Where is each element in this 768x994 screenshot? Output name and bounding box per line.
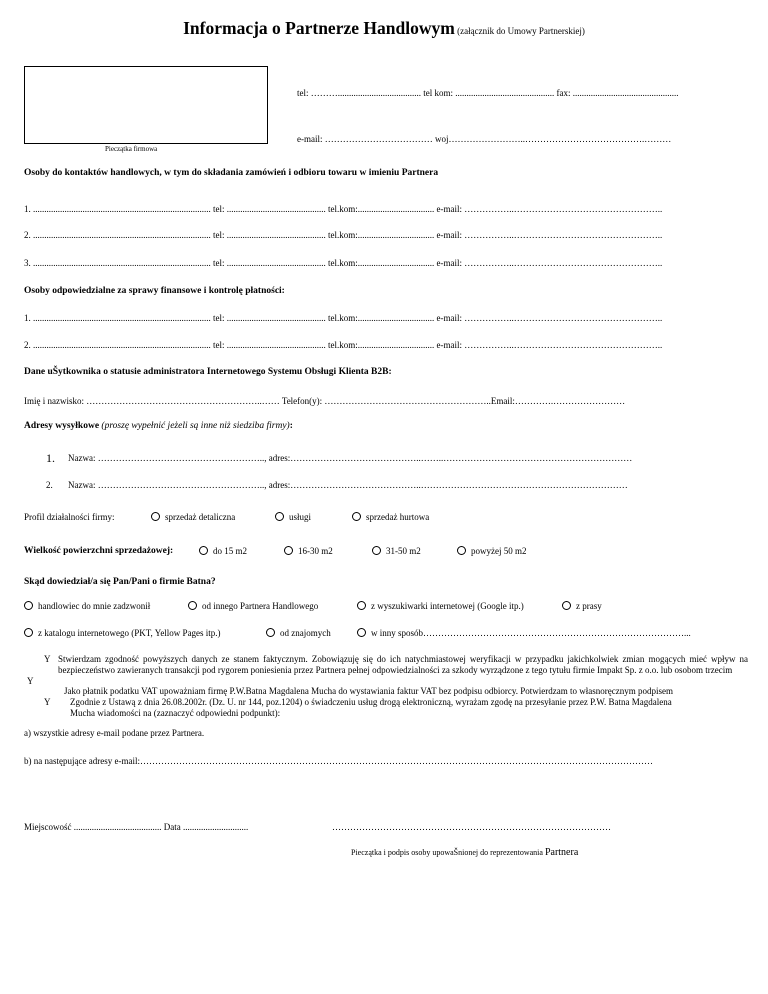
radio-icon[interactable]: [151, 512, 160, 521]
radio-icon[interactable]: [188, 601, 197, 610]
radio-icon[interactable]: [372, 546, 381, 555]
title-note: (załącznik do Umowy Partnerskiej): [457, 26, 585, 36]
radio-icon[interactable]: [284, 546, 293, 555]
signature-partner: Partnera: [544, 847, 579, 858]
radio-icon[interactable]: [562, 601, 571, 610]
source-option-1[interactable]: [24, 601, 150, 611]
shipping-num-1: 1.: [46, 451, 55, 465]
radio-icon[interactable]: [24, 628, 33, 637]
shipping-heading: [24, 421, 293, 431]
shipping-num-2: 2.: [46, 480, 53, 490]
source-option-5[interactable]: [24, 628, 221, 638]
area-option-4[interactable]: [457, 546, 527, 556]
area-option-3[interactable]: [372, 546, 421, 556]
area-option-label: powyżej 50 m2: [471, 546, 527, 556]
trade-contact-row-3[interactable]: 3. ............................................................................... tel: ............................................ tel.kom:.................................. e-mail: ……………..…………………………………………..: [24, 258, 663, 268]
source-option-6[interactable]: [266, 628, 331, 638]
area-label: Wielkość powierzchni sprzedażowej:: [24, 546, 174, 556]
radio-icon[interactable]: [357, 628, 366, 637]
phone-fax-line[interactable]: tel: ………..................................... tel kom: ............................................ fax: ...............................................: [297, 88, 679, 98]
source-option-label: z katalogu internetowego (PKT, Yellow Pages itp.): [38, 628, 221, 638]
source-option-label: w inny sposób……………………………………………………………………………...: [371, 628, 691, 638]
profile-label: Profil działalności firmy:: [24, 512, 115, 522]
source-option-label: handlowiec do mnie zadzwonił: [38, 601, 151, 611]
source-option-2[interactable]: [188, 601, 318, 611]
title-main: Informacja o Partnerze Handlowym: [183, 18, 455, 38]
radio-icon[interactable]: [352, 512, 361, 521]
radio-icon[interactable]: [357, 601, 366, 610]
source-option-label: od znajomych: [280, 628, 331, 638]
radio-icon[interactable]: [457, 546, 466, 555]
email-region-line[interactable]: e-mail: ……………………………… woj……………………..………………………………….………: [297, 134, 672, 144]
area-option-1[interactable]: [199, 546, 247, 556]
stamp-label: Pieczątka firmowa: [105, 145, 158, 153]
finance-contact-row-1[interactable]: 1. ............................................................................... tel: ............................................ tel.kom:.................................. e-mail: ……………..…………………………………………..: [24, 313, 663, 323]
declaration-bullet-2[interactable]: Y: [27, 676, 34, 686]
profile-option-label: sprzedaż hurtowa: [366, 512, 430, 522]
profile-option-retail[interactable]: [151, 512, 235, 522]
shipping-label: Adresy wysyłkowe: [24, 421, 100, 431]
admin-heading: Dane uŠytkownika o statusie administratora Internetowego Systemu Obsługi Klienta B2B:: [24, 367, 392, 377]
stamp-box[interactable]: [24, 66, 268, 144]
radio-icon[interactable]: [266, 628, 275, 637]
area-option-label: 16-30 m2: [298, 546, 333, 556]
shipping-row-2[interactable]: Nazwa: ……………………………………………….., adres:……………………………………..……………………………………………………………: [68, 480, 628, 490]
source-question: Skąd dowiedział/a się Pan/Pani o firmie Batna?: [24, 577, 216, 587]
source-option-label: z prasy: [576, 601, 602, 611]
shipping-note: (proszę wypełnić jeżeli są inne niż siedziba firmy): [101, 421, 290, 431]
declaration-text-3: Zgodnie z Ustawą z dnia 26.08.2002r. (Dz. U. nr 144, poz.1204) o świadczeniu usług drogą elektroniczną, wyrażam zgodę na przesyłanie przez P.W. Batna Magdalena Mucha wiadomości na (zaznaczyć odpowiedni podpunkt):: [70, 697, 672, 718]
source-option-label: od innego Partnera Handlowego: [202, 601, 319, 611]
source-option-label: z wyszukiwarki internetowej (Google itp.): [371, 601, 524, 611]
email-option-a[interactable]: a) wszystkie adresy e-mail podane przez Partnera.: [24, 728, 205, 738]
source-option-4[interactable]: [562, 601, 602, 611]
trade-contact-row-2[interactable]: 2. ............................................................................... tel: ............................................ tel.kom:.................................. e-mail: ……………..…………………………………………..: [24, 230, 663, 240]
source-option-7[interactable]: [357, 628, 691, 638]
profile-option-label: sprzedaż detaliczna: [165, 512, 236, 522]
declaration-bullet-1[interactable]: Y: [44, 654, 51, 664]
profile-option-wholesale[interactable]: [352, 512, 429, 522]
trade-contact-row-1[interactable]: 1. ............................................................................... tel: ............................................ tel.kom:.................................. e-mail: ……………..…………………………………………..: [24, 204, 663, 214]
source-option-3[interactable]: [357, 601, 524, 611]
finance-contact-row-2[interactable]: 2. ............................................................................... tel: ............................................ tel.kom:.................................. e-mail: ……………..…………………………………………..: [24, 340, 663, 350]
declaration-text-2: Jako płatnik podatku VAT upoważniam firmę P.W.Batna Magdalena Mucha do wystawiania faktur VAT bez podpisu odbiorcy. Potwierdzam to własnoręcznym podpisem: [64, 686, 673, 696]
signature-line[interactable]: …………………………………………………………………………………: [332, 822, 611, 832]
radio-icon[interactable]: [275, 512, 284, 521]
profile-option-services[interactable]: [275, 512, 311, 522]
signature-label: [351, 847, 578, 858]
shipping-row-1[interactable]: Nazwa: ……………………………………………….., adres:……………………………………..……..………………………………………………………: [68, 453, 633, 463]
profile-option-label: usługi: [289, 512, 312, 522]
email-option-b[interactable]: b) na następujące adresy e-mail:………………………………………………………………………………………………………………………………………………………: [24, 756, 653, 766]
area-option-label: do 15 m2: [213, 546, 248, 556]
form-title: [0, 18, 768, 39]
admin-row[interactable]: Imię i nazwisko: …………………………………………………..…… Telefon(y): ………………………………………………..Email:………….……………………: [24, 396, 626, 406]
declaration-bullet-3[interactable]: Y: [44, 697, 51, 707]
signature-caption: Pieczątka i podpis osoby upowaŠnionej do reprezentowania: [351, 848, 543, 857]
trade-contacts-heading: Osoby do kontaktów handlowych, w tym do składania zamówień i odbioru towaru w imieniu Partnera: [24, 168, 439, 178]
radio-icon[interactable]: [24, 601, 33, 610]
place-date-line[interactable]: Miejscowość ....................................... Data .............................: [24, 822, 249, 832]
shipping-colon: :: [289, 421, 293, 431]
area-option-label: 31-50 m2: [386, 546, 421, 556]
declaration-text-1: Stwierdzam zgodność powyższych danych ze stanem faktycznym. Zobowiązuję się do ich natychmiastowej weryfikacji w przypadku jakichkolwiek zmian mogących mieć wpływ na bezpieczeństwo zawieranych transakcji pod rygorem poniesienia przez Partnera pełnej odpowiedzialności za szkody wyrządzone z tego tytułu firmie Impakt Sp. z o.o. lub osobom trzecim: [58, 654, 748, 675]
radio-icon[interactable]: [199, 546, 208, 555]
area-option-2[interactable]: [284, 546, 333, 556]
finance-contacts-heading: Osoby odpowiedzialne za sprawy finansowe i kontrolę płatności:: [24, 286, 285, 296]
